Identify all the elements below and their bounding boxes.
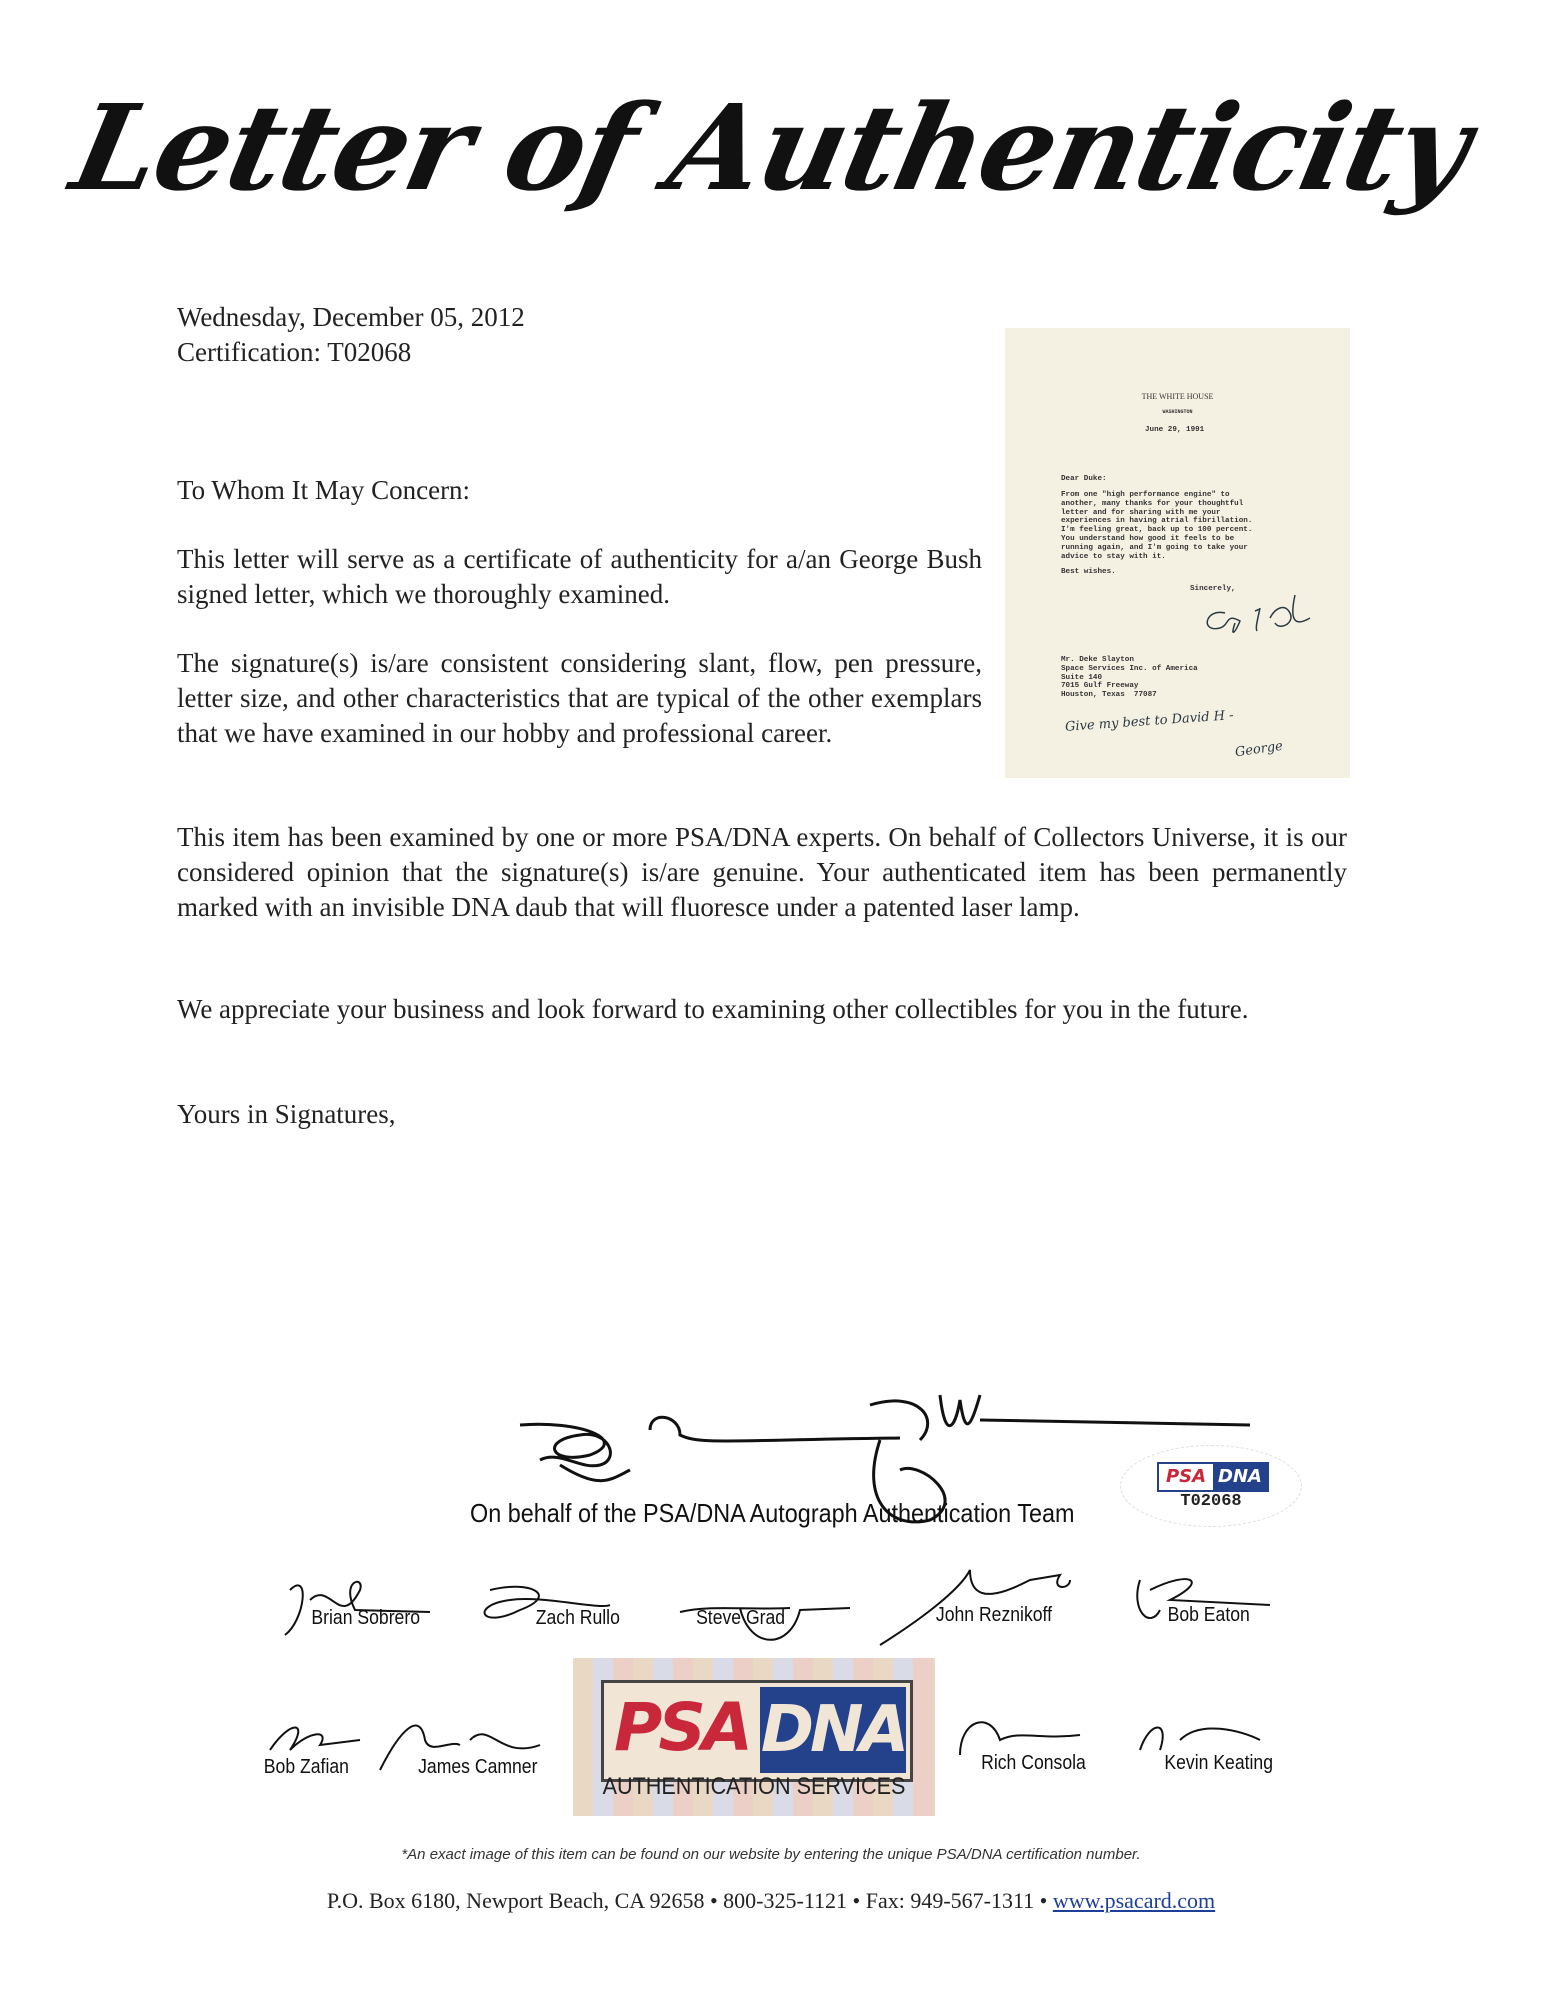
paragraph-1: This letter will serve as a certificate of authenticity for a/an George Bush signed letter, which we thoroughly examined. <box>177 544 982 609</box>
authenticator-name: Zach Rullo <box>535 1607 620 1629</box>
closing: Yours in Signatures, <box>177 1099 396 1129</box>
authenticator-name: James Camner <box>418 1756 538 1778</box>
authenticator-signatures-row2 <box>250 1700 1300 1780</box>
logo-psa: PSA <box>614 1689 749 1766</box>
footer-address: P.O. Box 6180, Newport Beach, CA 92658 • 800-325-1121 • Fax: 949-567-1311 • <box>326 1888 1053 1913</box>
authenticator-name: Rich Consola <box>981 1752 1086 1774</box>
inset-letterhead: THE WHITE HOUSE <box>1141 392 1214 401</box>
inset-city: WASHINGTON <box>1162 409 1193 415</box>
inset-body: From one "high performance engine" to another, many thanks for your thoughtful letter and for sharing with me your experiences in having atrial fibrillation. I'm feeling great, back up to 100 percent. You understand how good it feels to be running again, and I'm going to take your advice to stay with it. <box>1061 491 1253 561</box>
authenticator-name: Bob Zafian <box>263 1756 349 1778</box>
authenticator-name: Brian Sobrero <box>311 1607 421 1629</box>
authenticator-name: John Reznikoff <box>935 1604 1053 1626</box>
inset-wishes: Best wishes. <box>1061 568 1116 576</box>
footer-contact <box>0 1888 1542 1914</box>
team-line: On behalf of the PSA/DNA Autograph Authentication Team <box>470 1498 1075 1528</box>
inset-signoff: Sincerely, <box>1190 585 1236 593</box>
paragraph-3: This item has been examined by one or more PSA/DNA experts. On behalf of Collectors Universe, it is our considered opinion that the signature(s) is/are genuine. Your authenticated item has been permanently marked with an invisible DNA daub that will fluoresce under a patented laser lamp. <box>177 822 1347 922</box>
inset-date: June 29, 1991 <box>1145 426 1205 434</box>
document-title: Letter of Authenticity <box>61 78 1481 217</box>
paragraph-4: We appreciate your business and look forward to examining other collectibles for you in the future. <box>177 994 1249 1024</box>
paragraph-2: The signature(s) is/are consistent considering slant, flow, pen pressure, letter size, and other characteristics that are typical of the other exemplars that we have examined in our hobby and professional career. <box>177 648 982 748</box>
inset-handwritten-note: Give my best to David H - <box>1064 708 1234 735</box>
footnote: *An exact image of this item can be found on our website by entering the unique PSA/DNA certification number. <box>401 1846 1141 1863</box>
authenticator-name: Kevin Keating <box>1164 1752 1274 1774</box>
sticker-logo: PSA DNA <box>1157 1462 1269 1492</box>
certification-number: Certification: T02068 <box>177 337 412 367</box>
psa-dna-sticker <box>1120 1445 1302 1527</box>
inset-address: Mr. Deke Slayton Space Services Inc. of America Suite 140 7015 Gulf Freeway Houston, Texas 77087 <box>1061 656 1198 700</box>
sticker-cert-number: T02068 <box>1180 1492 1242 1511</box>
authenticator-name: Steve Grad <box>696 1607 786 1629</box>
authenticator-signatures-row1 <box>270 1550 1290 1650</box>
letter-date: Wednesday, December 05, 2012 <box>177 302 525 332</box>
inset-handwritten-signature: George <box>1234 738 1284 761</box>
bush-signature <box>1195 593 1315 643</box>
inset-greeting: Dear Duke: <box>1061 475 1107 483</box>
salutation: To Whom It May Concern: <box>177 475 471 505</box>
logo-tagline: AUTHENTICATION SERVICES <box>602 1773 906 1800</box>
authenticator-name: Bob Eaton <box>1167 1604 1250 1626</box>
website-link[interactable]: www.psacard.com <box>1052 1888 1216 1913</box>
signed-letter-image <box>1005 328 1350 778</box>
logo-dna: DNA <box>760 1687 906 1773</box>
